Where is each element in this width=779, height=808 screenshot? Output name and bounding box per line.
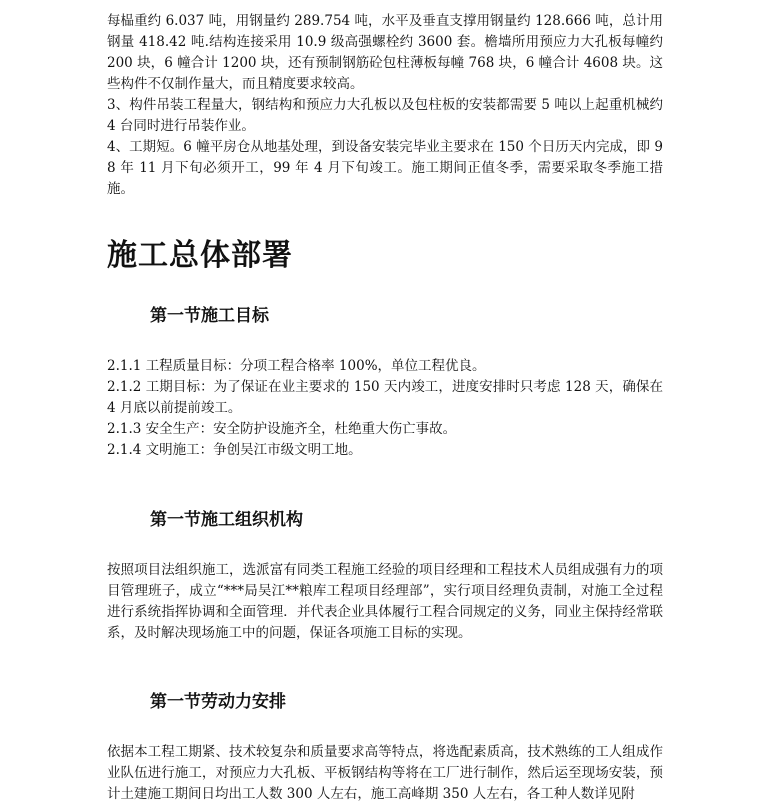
intro-paragraph-2: 3、构件吊装工程量大，钢结构和预应力大孔板以及包柱板的安装都需要 5 吨以上起重机械约 4 台同时进行吊装作业。: [107, 97, 663, 134]
goal-item-civilized: 2.1.4 文明施工：争创吴江市级文明工地。: [107, 442, 362, 458]
labor-paragraph: 依据本工程工期紧、技术较复杂和质量要求高等特点，将选配素质高，技术熟练的工人组成作业队伍进行施工，对预应力大孔板、平板钢结构等将在工厂进行制作，然后运至现场安装，预计土建施工期间日均出工人数 300 人左右，施工高峰期 350 人左右，各工种人数详见附: [107, 744, 663, 802]
section-title-goals: 第一节施工目标: [150, 306, 269, 326]
goal-item-safety: 2.1.3 安全生产：安全防护设施齐全，杜绝重大伤亡事故。: [107, 421, 457, 437]
intro-paragraph-1: 每榀重约 6.037 吨，用钢量约 289.754 吨，水平及垂直支撑用钢量约 128.666 吨，总计用钢量 418.42 吨.结构连接采用 10.9 级高强螺栓约 3600 套。檐墙所用预应力大孔板每幢约 200 块，6 幢合计 1200 块，还有预制钢筋砼包柱薄板每幢 768 块，6 幢合计 4608 块。这些构件不仅制作量大，而且精度要求较高。: [107, 13, 663, 92]
chapter-title: 施工总体部署: [107, 238, 293, 273]
goals-list: [107, 356, 663, 461]
section-title-organization: 第一节施工组织机构: [150, 510, 303, 530]
goal-item-schedule: 2.1.2 工期目标：为了保证在业主要求的 150 天内竣工，进度安排时只考虑 128 天，确保在 4 月底以前提前竣工。: [107, 379, 663, 416]
intro-paragraph-3: 4、工期短。6 幢平房仓从地基处理，到设备安装完毕业主要求在 150 个日历天内完成，即 98 年 11 月下旬必须开工，99 年 4 月下旬竣工。施工期间正值冬季，需要采取冬季施工措施。: [107, 139, 663, 197]
section-title-labor: 第一节劳动力安排: [150, 692, 286, 712]
organization-paragraph: 按照项目法组织施工，选派富有同类工程施工经验的项目经理和工程技术人员组成强有力的项目管理班子，成立“***局吴江**粮库工程项目经理部”，实行项目经理负责制，对施工全过程进行系统指挥协调和全面管理．并代表企业具体履行工程合同规定的义务，同业主保持经常联系，及时解决现场施工中的问题，保证各项施工目标的实现。: [107, 562, 663, 641]
goal-item-quality: 2.1.1 工程质量目标：分项工程合格率 100%，单位工程优良。: [107, 358, 486, 374]
